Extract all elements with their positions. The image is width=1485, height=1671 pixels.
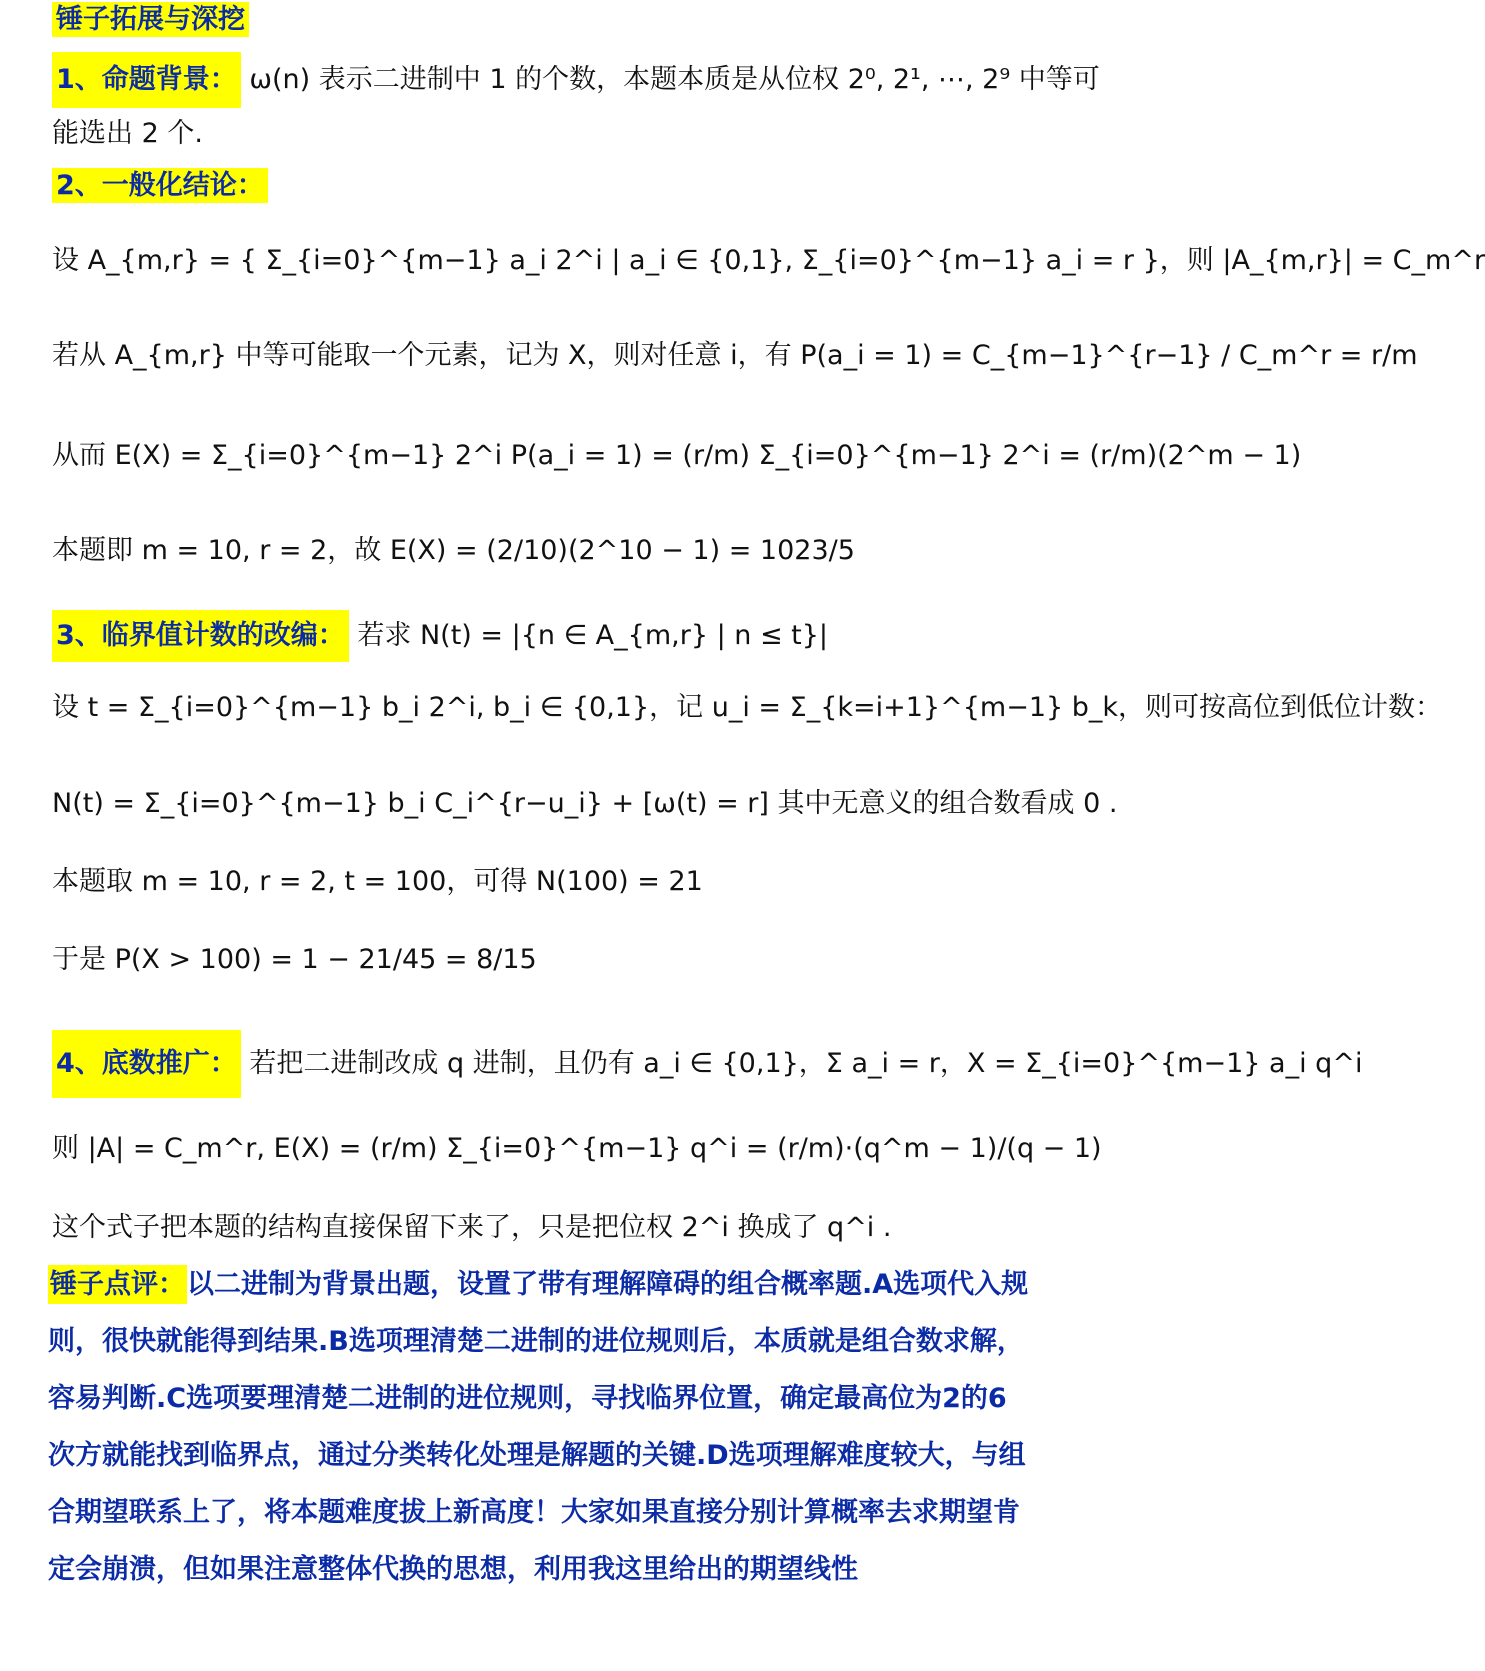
section-3-text: 若求 N(t) = |{n ∈ A_{m,r} | n ≤ t}| [357, 620, 829, 651]
section-4-label: 4、底数推广： [52, 1030, 241, 1098]
section-4-note: 这个式子把本题的结构直接保留下来了，只是把位权 2^i 换成了 q^i . [52, 1212, 892, 1243]
section-2 [52, 170, 268, 202]
title-label: 锤子拓展与深挖 [52, 2, 249, 37]
section-4 [52, 1030, 1362, 1098]
section-3 [52, 610, 828, 662]
section-1-text: ω(n) 表示二进制中 1 的个数，本题本质是从位权 2⁰, 2¹, ⋯, 2⁹ 中等可 [249, 64, 1100, 95]
formula-q-base: 则 |A| = C_m^r, E(X) = (r/m) Σ_{i=0}^{m−1} q^i = (r/m)·(q^m − 1)/(q − 1) [52, 1133, 1102, 1164]
formula-expectation: 从而 E(X) = Σ_{i=0}^{m−1} 2^i P(a_i = 1) = (r/m) Σ_{i=0}^{m−1} 2^i = (r/m)(2^m − 1) [52, 440, 1302, 471]
formula-N-t: N(t) = Σ_{i=0}^{m−1} b_i C_i^{r−u_i} + [ω(t) = r] 其中无意义的组合数看成 0 . [52, 788, 1118, 819]
section-1-text2: 能选出 2 个. [52, 118, 203, 149]
comment-paragraph [48, 1256, 1032, 1598]
formula-t-expansion: 设 t = Σ_{i=0}^{m−1} b_i 2^i, b_i ∈ {0,1}，记 u_i = Σ_{k=i+1}^{m−1} b_k，则可按高位到低位计数： [52, 692, 1443, 723]
formula-N-100: 本题取 m = 10, r = 2, t = 100，可得 N(100) = 21 [52, 866, 703, 897]
formula-probability-result: 于是 P(X > 100) = 1 − 21/45 = 8/15 [52, 944, 537, 975]
formula-answer: 本题即 m = 10, r = 2，故 E(X) = (2/10)(2^10 − 1) = 1023/5 [52, 535, 855, 566]
section-1 [52, 52, 1100, 108]
comment-text: 以二进制为背景出题，设置了带有理解障碍的组合概率题.A选项代入规则，很快就能得到结果.B选项理清楚二进制的进位规则后，本质就是组合数求解，容易判断.C选项要理清楚二进制的进位规则，寻找临界位置，确定最高位为2的6次方就能找到临界点，通过分类转化处理是解题的关键.D选项理解难度较大，与组合期望联系上了，将本题难度拔上新高度！大家如果直接分别计算概率去求期望肯定会崩溃，但如果注意整体代换的思想，利用我这里给出的期望线性 [48, 1269, 1029, 1585]
section-1-label: 1、命题背景： [52, 52, 241, 108]
section-2-label: 2、一般化结论： [52, 168, 268, 203]
formula-probability: 若从 A_{m,r} 中等可能取一个元素，记为 X，则对任意 i，有 P(a_i = 1) = C_{m−1}^{r−1} / C_m^r = r/m [52, 340, 1418, 371]
formula-set-definition: 设 A_{m,r} = { Σ_{i=0}^{m−1} a_i 2^i | a_i ∈ {0,1}, Σ_{i=0}^{m−1} a_i = r }，则 |A_{m,r}| = C_m^r [52, 245, 1485, 276]
section-4-text: 若把二进制改成 q 进制，且仍有 a_i ∈ {0,1}，Σ a_i = r，X = Σ_{i=0}^{m−1} a_i q^i [249, 1048, 1363, 1079]
title [52, 4, 249, 36]
section-3-label: 3、临界值计数的改编： [52, 610, 349, 662]
comment-label: 锤子点评： [48, 1265, 187, 1304]
